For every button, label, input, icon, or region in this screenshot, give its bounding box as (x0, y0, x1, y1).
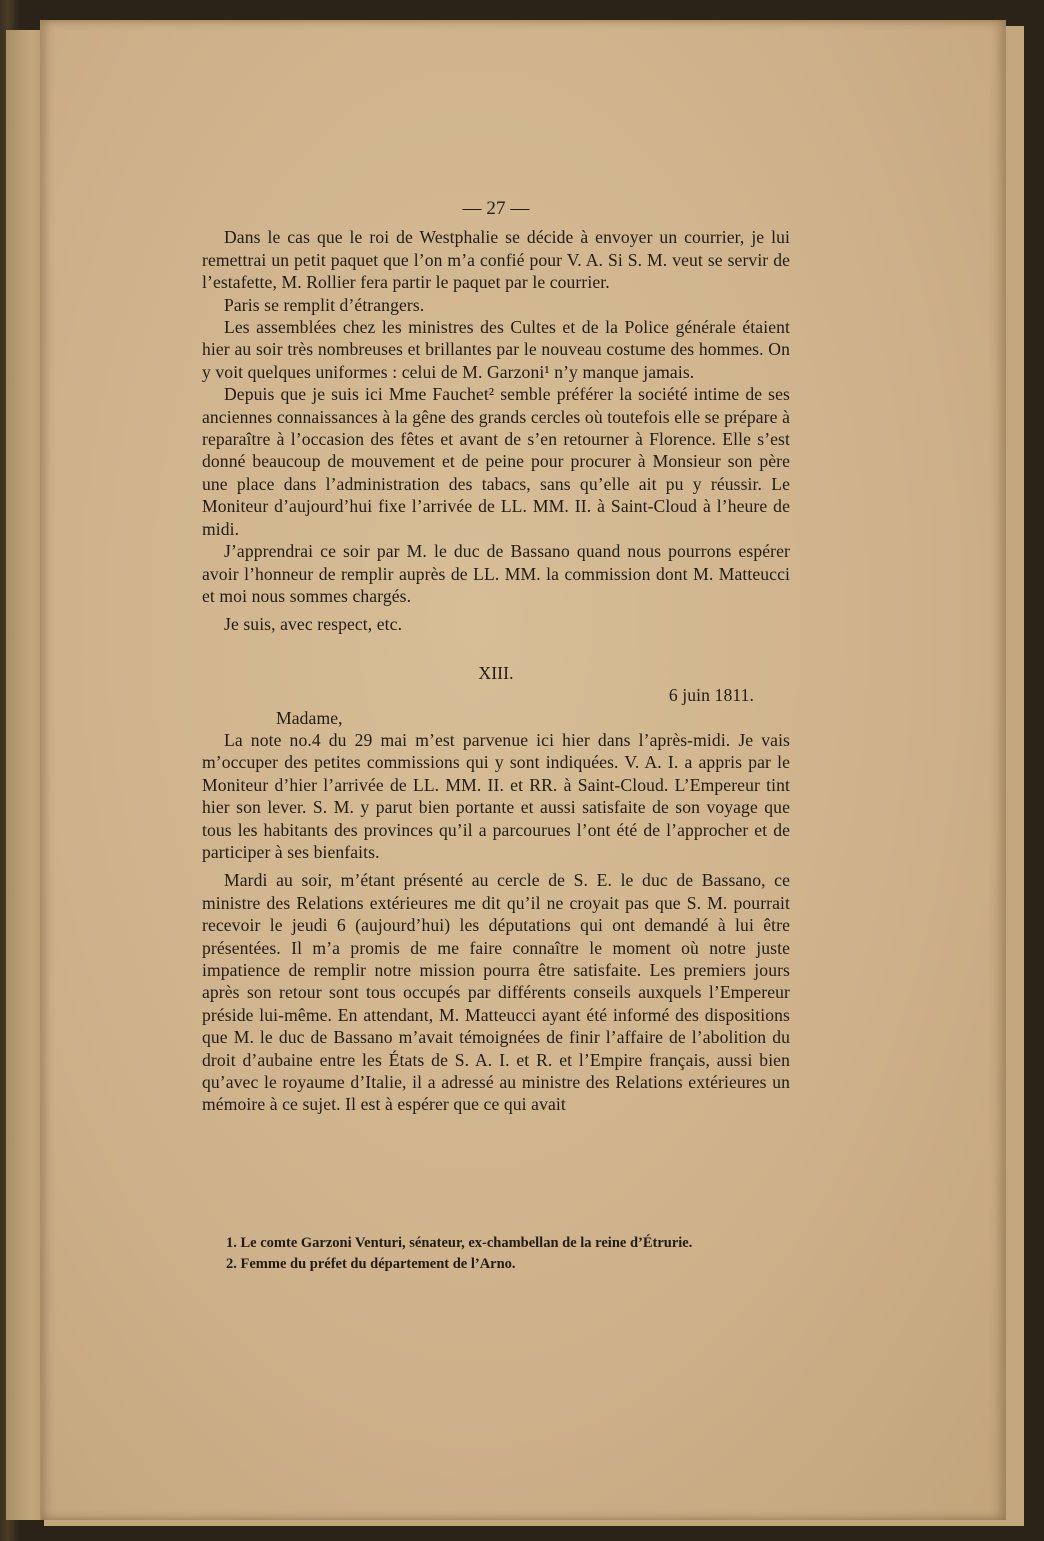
paragraph: J’apprendrai ce soir par M. le duc de Bassano quand nous pourrons espérer avoir l’honneur de remplir auprès de LL. MM. la commission dont M. Matteucci et moi nous sommes chargés. (202, 541, 790, 606)
footnote: 1. Le comte Garzoni Venturi, sénateur, ex-chambellan de la reine d’Étrurie. (226, 1235, 693, 1251)
letter-date: 6 juin 1811. (668, 685, 754, 706)
letter-heading: XIII. (478, 662, 514, 683)
page-number: — 27 — (462, 198, 530, 219)
paragraph: Paris se remplit d’étrangers. (224, 294, 425, 315)
page-body (202, 198, 790, 1116)
footnotes (226, 1233, 796, 1275)
salutation: Madame, (276, 707, 343, 728)
footnote: 2. Femme du préfet du département de l’Arno. (226, 1256, 516, 1272)
paragraph: Les assemblées chez les ministres des Cultes et de la Police générale étaient hier au soir très nombreuses et brillantes par le nouveau costume des hommes. On y voit quelques uniformes : celui de M. Garzoni¹ n’y manque jamais. (202, 317, 790, 382)
paragraph: Mardi au soir, m’étant présenté au cercle de S. E. le duc de Bassano, ce ministre des Relations extérieures me dit qu’il ne croyait pas que S. M. pourrait recevoir le jeudi 6 (aujourd’hui) les députations qui ont demandé à lui être présentées. Il m’a promis de me faire connaître le moment où notre juste impatience de remplir notre mission pourra être satisfaite. Les premiers jours après son retour sont tous occupés par différents conseils auxquels l’Empereur préside lui-même. En attendant, M. Matteucci ayant été informé des dispositions que M. le duc de Bassano m’avait témoignées de finir l’affaire de l’abolition du droit d’aubaine entre les États de S. A. I. et R. et l’Empire français, aussi bien qu’avec le royaume d’Italie, il a adressé au ministre des Relations extérieures un mémoire à ce sujet. Il est à espérer que ce qui avait (202, 870, 790, 1115)
paragraph: Depuis que je suis ici Mme Fauchet² semble préférer la société intime de ses anciennes connaissances à la gêne des grands cercles où toutefois elle se prépare à reparaître à l’occasion des fêtes et avant de s’en retourner à Florence. Elle s’est donné beaucoup de mouvement et de peine pour procurer à Monsieur son père une place dans l’administration des tabacs, sans qu’elle ait pu y réussir. Le Moniteur d’aujourd’hui fixe l’arrivée de LL. MM. II. à Saint-Cloud à l’heure de midi. (202, 384, 790, 539)
paragraph: Dans le cas que le roi de Westphalie se décide à envoyer un courrier, je lui remettrai un petit paquet que l’on m’a confié pour V. A. Si S. M. veut se servir de l’estafette, M. Rollier fera partir le paquet par le courrier. (202, 227, 790, 293)
paragraph: La note no.4 du 29 mai m’est parvenue ici hier dans l’après-midi. Je vais m’occuper des petites commissions qui y sont indiquées. V. A. I. a appris par le Moniteur d’hier l’arrivée de LL. MM. II. et RR. à Saint-Cloud. L’Empereur tint hier son lever. S. M. y parut bien portante et aussi satisfaite de son voyage que tous les habitants des provinces qu’il a parcourues l’ont été de l’approcher et de participer à ses bienfaits. (202, 729, 790, 862)
closing-line: Je suis, avec respect, etc. (224, 614, 403, 635)
